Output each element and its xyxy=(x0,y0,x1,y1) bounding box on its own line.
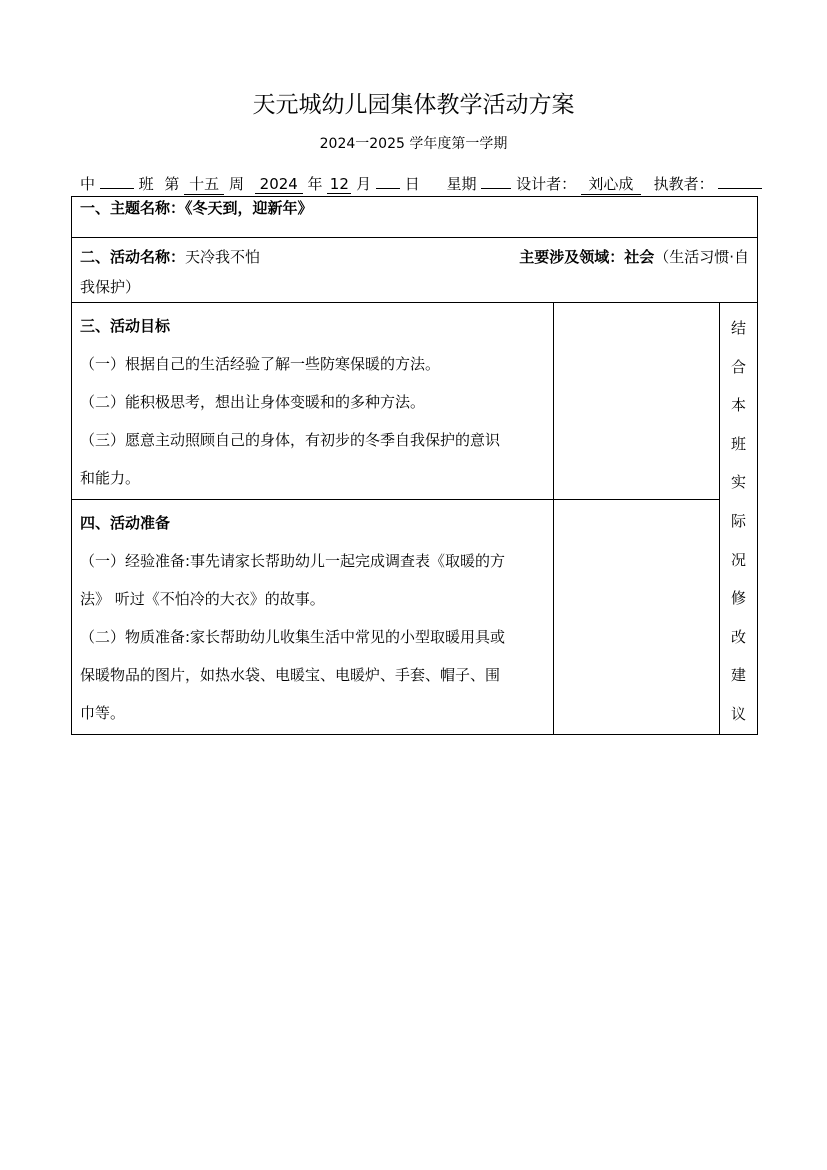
goals-notes-cell xyxy=(554,303,720,500)
side-note-char: 合 xyxy=(731,357,747,376)
domain-detail-2: 我保护） xyxy=(80,278,141,296)
domain-detail-1: （生活习惯·自 xyxy=(654,248,750,266)
side-note-char: 改 xyxy=(731,627,747,646)
info-line xyxy=(80,170,760,195)
activity-row xyxy=(72,238,758,303)
activity-cell xyxy=(72,238,758,303)
year-value: 2024 xyxy=(255,175,303,194)
designer-value: 刘心成 xyxy=(581,173,641,195)
activity-value: 天冷我不怕 xyxy=(185,248,261,266)
designer-label: 设计者： xyxy=(516,175,577,193)
side-note-char: 际 xyxy=(731,511,747,530)
goals-title: 三、活动目标 xyxy=(80,317,171,335)
preparation-row xyxy=(72,499,758,734)
month-value: 12 xyxy=(327,175,351,194)
side-note-char: 实 xyxy=(731,473,747,492)
class-label: 班 xyxy=(138,175,154,193)
plan-table xyxy=(71,196,758,735)
weekday-label: 星期 xyxy=(446,175,477,193)
side-note-char: 议 xyxy=(731,704,747,723)
class-value: 中 xyxy=(80,175,96,193)
prep-item-4: 保暖物品的图片，如热水袋、电暖宝、电暖炉、手套、帽子、围 xyxy=(80,665,501,684)
preparation-cell xyxy=(72,499,554,734)
activity-label: 二、活动名称： xyxy=(80,248,186,266)
day-label: 日 xyxy=(404,175,420,193)
preparation-title: 四、活动准备 xyxy=(80,513,171,532)
side-note-char: 班 xyxy=(731,434,747,453)
teacher-label: 执教者： xyxy=(653,175,714,193)
prep-item-1: （一）经验准备:事先请家长帮助幼儿一起完成调查表《取暖的方 xyxy=(80,551,506,570)
side-note-char: 建 xyxy=(731,666,747,685)
side-note-char: 况 xyxy=(731,550,747,569)
page-subtitle: 2024一2025 学年度第一学期 xyxy=(319,136,508,152)
side-note-char: 修 xyxy=(731,589,747,608)
day-value xyxy=(376,170,400,189)
side-note-char: 结 xyxy=(731,319,747,337)
goals-cell xyxy=(72,303,554,500)
side-note-char: 本 xyxy=(731,396,747,415)
domain-value: 社会 xyxy=(624,248,655,266)
prep-item-2: 法》 听过《不怕冷的大衣》的故事。 xyxy=(80,589,325,608)
prep-item-3: （二）物质准备:家长帮助幼儿收集生活中常见的小型取暖用具或 xyxy=(80,627,506,646)
goal-item-2: （二）能积极思考，想出让身体变暖和的多种方法。 xyxy=(80,393,426,411)
week-value: 十五 xyxy=(184,173,224,195)
goal-item-3: （三）愿意主动照顾自己的身体，有初步的冬季自我保护的意识 xyxy=(80,431,501,449)
year-label: 年 xyxy=(307,175,323,193)
goal-item-4: 和能力。 xyxy=(80,469,141,487)
page-title: 天元城幼儿园集体教学活动方案 xyxy=(252,92,575,118)
month-label: 月 xyxy=(356,175,372,193)
week-prefix: 第 xyxy=(164,175,180,193)
topic-value: 《冬天到，迎新年》 xyxy=(185,199,313,217)
domain-label: 主要涉及领域： xyxy=(519,248,625,266)
side-note-cell xyxy=(720,303,758,735)
prep-item-5: 巾等。 xyxy=(80,703,126,722)
preparation-notes-cell xyxy=(554,499,720,734)
topic-row xyxy=(72,197,758,238)
topic-label: 一、主题名称： xyxy=(80,199,186,217)
teacher-value xyxy=(718,170,762,189)
goals-row xyxy=(72,303,758,500)
class-blank xyxy=(100,170,134,189)
weekday-value xyxy=(481,170,511,189)
week-label: 周 xyxy=(228,175,244,193)
topic-cell xyxy=(72,197,758,238)
goal-item-1: （一）根据自己的生活经验了解一些防寒保暖的方法。 xyxy=(80,355,441,373)
